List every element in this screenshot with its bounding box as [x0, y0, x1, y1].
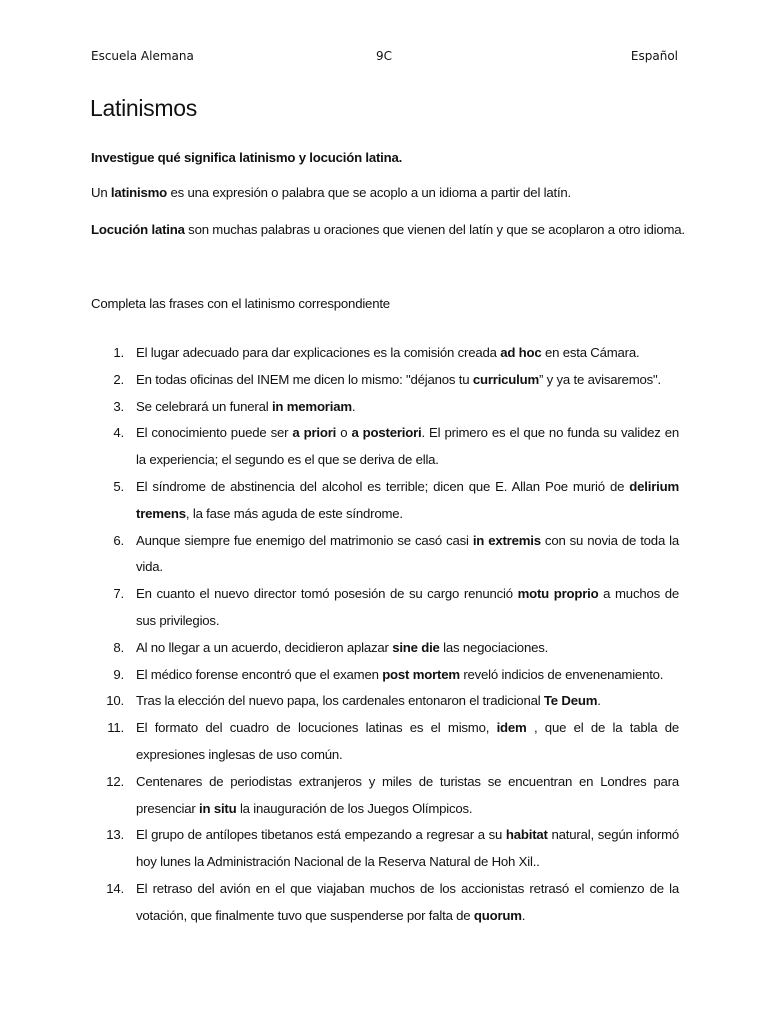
page-header — [91, 47, 678, 65]
sentence-text: o — [336, 425, 352, 441]
exercise-number: 13. — [106, 827, 124, 843]
exercise-list — [91, 340, 679, 930]
latin-answer: habitat — [505, 827, 548, 843]
exercise-instruction: Completa las frases con el latinismo correspondiente — [91, 296, 390, 311]
exercise-number: 7. — [113, 586, 124, 602]
sentence-text: En cuanto el nuevo director tomó posesión de su cargo renunció — [136, 586, 518, 602]
sentence-text: . — [521, 907, 526, 923]
header-class: 9C — [376, 49, 393, 63]
sentence-text: con su novia de toda la vida. — [136, 532, 680, 575]
exercise-number: 1. — [113, 345, 124, 360]
latin-answer: quorum — [473, 907, 522, 923]
exercise-item — [91, 367, 679, 394]
sentence-text: en esta Cámara. — [541, 345, 640, 360]
exercise-number: 2. — [113, 371, 124, 387]
sentence-text: . — [351, 398, 356, 414]
sentence-text: . — [597, 693, 601, 709]
latin-answer: a priori — [292, 425, 337, 441]
sentence-text: En todas oficinas del INEM me dicen lo mismo: "déjanos tu — [136, 371, 473, 387]
exercise-item — [91, 474, 679, 528]
exercise-item — [91, 340, 679, 367]
exercise-number: 4. — [113, 425, 124, 441]
definition-term: latinismo — [110, 185, 168, 200]
sentence-text: . El primero es el que no funda su validez en la experiencia; el segundo es el que se deriva de ella. — [136, 425, 680, 468]
sentence-text: El conocimiento puede ser — [136, 425, 293, 441]
latin-answer: delirium tremens — [136, 478, 679, 521]
exercise-number: 3. — [113, 398, 124, 414]
sentence-text: ” y ya te avisaremos". — [539, 371, 661, 387]
definition-prefix: Un — [91, 185, 111, 200]
sentence-text: a muchos de sus privilegios. — [136, 586, 679, 628]
sentence-text: El lugar adecuado para dar explicaciones es la comisión creada — [136, 345, 501, 360]
exercise-item — [91, 394, 679, 421]
sentence-text: El retraso del avión en el que viajaban muchos de los accionistas retrasó el comienzo de la votación, que finalmente tuvo que suspenderse por falta de — [136, 880, 679, 923]
latin-answer: in extremis — [472, 532, 541, 548]
latin-answer: curriculum — [472, 371, 540, 387]
sentence-text: Tras la elección del nuevo papa, los cardenales entonaron el tradicional — [136, 693, 544, 709]
exercise-item — [91, 876, 679, 930]
sentence-text: El grupo de antílopes tibetanos está empezando a regresar a su — [136, 827, 506, 843]
exercise-number: 14. — [106, 880, 124, 896]
latin-answer: sine die — [392, 639, 440, 655]
sentence-text: la inauguración de los Juegos Olímpicos. — [236, 800, 473, 816]
exercise-number: 9. — [113, 666, 124, 682]
latin-answer: Te Deum — [543, 693, 598, 709]
exercise-item — [91, 715, 679, 769]
sentence-text: Se celebrará un funeral — [136, 398, 272, 414]
header-subject: Español — [630, 49, 678, 63]
sentence-text: natural, según informó hoy lunes la Administración Nacional de la Reserva Natural de Hoh Xil.. — [136, 827, 679, 870]
exercise-item — [91, 662, 679, 689]
exercise-item — [91, 769, 679, 823]
sentence-text: , que el de la tabla de expresiones inglesas de uso común. — [136, 720, 679, 762]
exercise-item — [91, 688, 679, 715]
sentence-text: El formato del cuadro de locuciones latinas es el mismo, — [136, 720, 497, 736]
definition-locucion — [91, 221, 685, 239]
latin-answer: in situ — [199, 800, 237, 816]
sentence-text: Centenares de periodistas extranjeros y miles de turistas se encuentran en Londres para presenciar — [136, 773, 679, 816]
exercise-number: 12. — [106, 773, 124, 789]
sentence-text: las negociaciones. — [439, 639, 549, 655]
latin-answer: ad hoc — [500, 345, 542, 360]
sentence-text: reveló indicios de envenenamiento. — [459, 666, 664, 682]
exercise-item — [91, 581, 679, 635]
exercise-item — [91, 420, 679, 474]
sentence-text: El médico forense encontró que el examen — [136, 666, 383, 682]
latin-answer: motu proprio — [517, 586, 599, 602]
sentence-text: , la fase más aguda de este síndrome. — [185, 505, 403, 521]
exercise-number: 8. — [113, 639, 124, 655]
page-title: Latinismos — [90, 95, 197, 121]
exercise-number: 10. — [106, 693, 124, 709]
sentence-text: Aunque siempre fue enemigo del matrimonio se casó casi — [136, 532, 473, 548]
definition-text: es una expresión o palabra que se acoplo a un idioma a partir del latín. — [167, 185, 572, 200]
definition-term: Locución latina — [91, 222, 185, 237]
exercise-item — [91, 822, 679, 876]
research-question: Investigue qué significa latinismo y locución latina. — [91, 150, 403, 165]
exercise-number: 11. — [107, 720, 124, 736]
exercise-number: 6. — [113, 532, 124, 548]
exercise-number: 5. — [113, 478, 124, 494]
exercise-item — [91, 635, 679, 662]
sentence-text: Al no llegar a un acuerdo, decidieron aplazar — [136, 639, 393, 655]
latin-answer: idem — [496, 720, 527, 736]
definition-text: son muchas palabras u oraciones que vienen del latín y que se acoplaron a otro idioma. — [184, 222, 685, 237]
definition-latinismo — [91, 184, 571, 202]
sentence-text: El síndrome de abstinencia del alcohol es terrible; dicen que E. Allan Poe murió de — [136, 478, 630, 494]
exercise-item — [91, 528, 679, 582]
latin-answer: in memoriam — [271, 398, 352, 414]
header-school: Escuela Alemana — [91, 49, 194, 63]
latin-answer: post mortem — [382, 666, 460, 682]
latin-answer: a posteriori — [351, 425, 422, 441]
